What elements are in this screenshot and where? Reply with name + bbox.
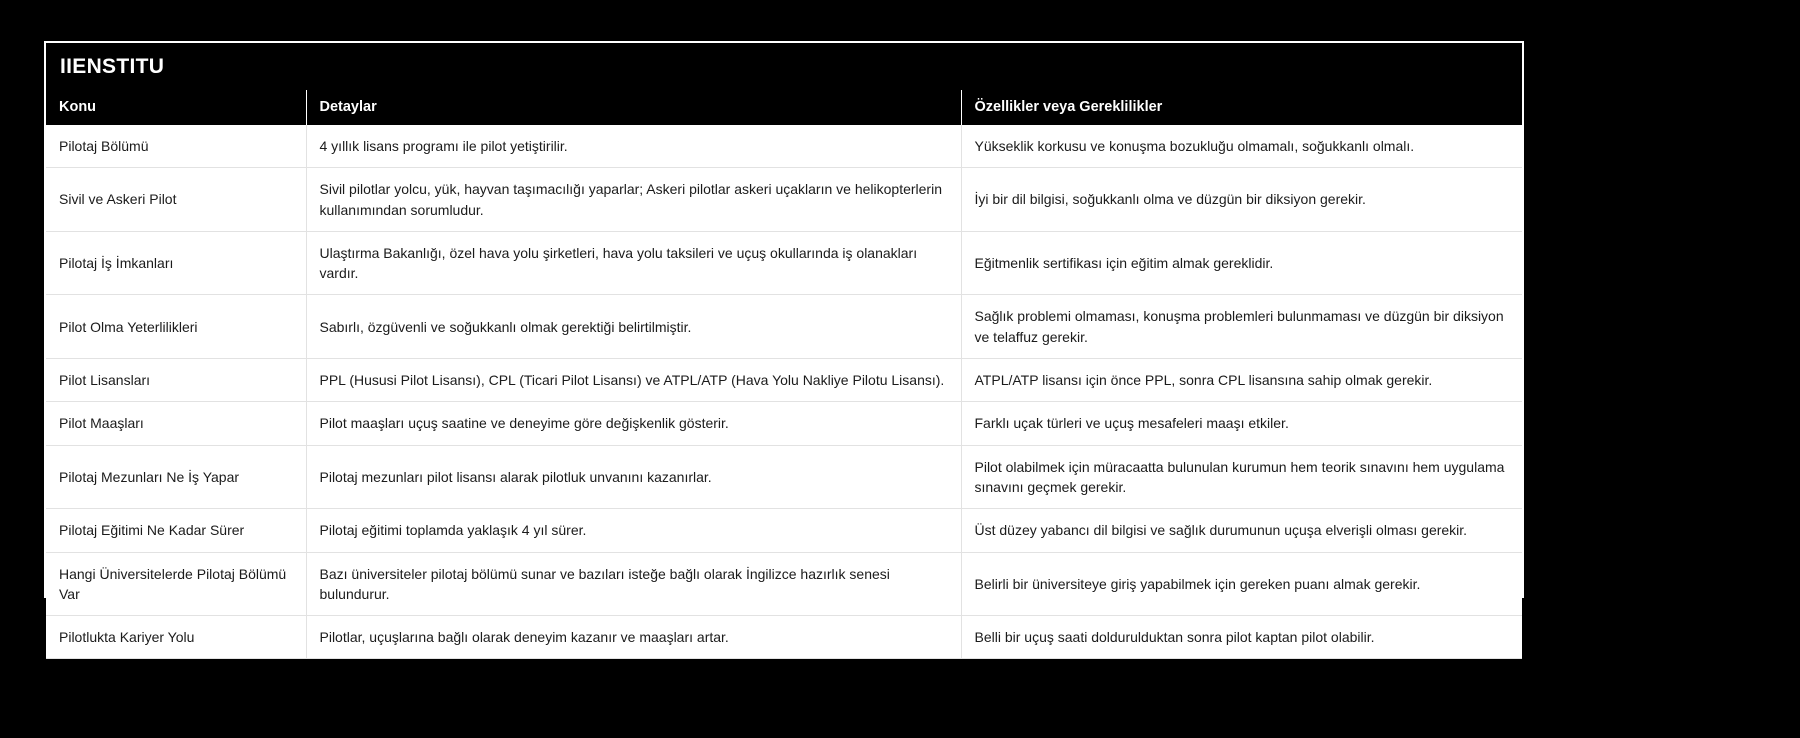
cell-ozellikler: Farklı uçak türleri ve uçuş mesafeleri maaşı etkiler. bbox=[961, 402, 1522, 445]
cell-detaylar: PPL (Hususi Pilot Lisansı), CPL (Ticari Pilot Lisansı) ve ATPL/ATP (Hava Yolu Nakliye Pilotu Lisansı). bbox=[306, 359, 961, 402]
info-table bbox=[46, 90, 1522, 659]
cell-konu: Pilot Lisansları bbox=[46, 359, 306, 402]
cell-detaylar: Pilotaj eğitimi toplamda yaklaşık 4 yıl sürer. bbox=[306, 509, 961, 552]
cell-ozellikler: ATPL/ATP lisansı için önce PPL, sonra CPL lisansına sahip olmak gerekir. bbox=[961, 359, 1522, 402]
cell-konu: Pilotaj Mezunları Ne İş Yapar bbox=[46, 445, 306, 509]
cell-detaylar: Pilotaj mezunları pilot lisansı alarak pilotluk unvanını kazanırlar. bbox=[306, 445, 961, 509]
cell-konu: Pilot Maaşları bbox=[46, 402, 306, 445]
cell-ozellikler: Eğitmenlik sertifikası için eğitim almak gereklidir. bbox=[961, 231, 1522, 295]
table-row bbox=[46, 402, 1522, 445]
cell-ozellikler: Üst düzey yabancı dil bilgisi ve sağlık durumunun uçuşa elverişli olması gerekir. bbox=[961, 509, 1522, 552]
cell-detaylar: Pilot maaşları uçuş saatine ve deneyime göre değişkenlik gösterir. bbox=[306, 402, 961, 445]
table-row bbox=[46, 125, 1522, 168]
table-row bbox=[46, 295, 1522, 359]
cell-ozellikler: Pilot olabilmek için müracaatta bulunulan kurumun hem teorik sınavını hem uygulama sınavını geçmek gerekir. bbox=[961, 445, 1522, 509]
table-row bbox=[46, 616, 1522, 659]
table-row bbox=[46, 445, 1522, 509]
table-row bbox=[46, 231, 1522, 295]
cell-detaylar: Ulaştırma Bakanlığı, özel hava yolu şirketleri, hava yolu taksileri ve uçuş okullarında iş olanakları vardır. bbox=[306, 231, 961, 295]
column-header-ozellikler: Özellikler veya Gereklilikler bbox=[961, 90, 1522, 125]
cell-konu: Sivil ve Askeri Pilot bbox=[46, 168, 306, 232]
table-row bbox=[46, 168, 1522, 232]
cell-ozellikler: Belli bir uçuş saati doldurulduktan sonra pilot kaptan pilot olabilir. bbox=[961, 616, 1522, 659]
brand-bar bbox=[46, 43, 1522, 90]
cell-konu: Pilotaj Bölümü bbox=[46, 125, 306, 168]
table-body bbox=[46, 125, 1522, 659]
table-frame bbox=[44, 41, 1524, 646]
cell-ozellikler: Sağlık problemi olmaması, konuşma problemleri bulunmaması ve düzgün bir diksiyon ve telaffuz gerekir. bbox=[961, 295, 1522, 359]
cell-konu: Hangi Üniversitelerde Pilotaj Bölümü Var bbox=[46, 552, 306, 616]
cell-detaylar: Sivil pilotlar yolcu, yük, hayvan taşımacılığı yaparlar; Askeri pilotlar askeri uçakların ve helikopterlerin kullanımından sorumludur. bbox=[306, 168, 961, 232]
cell-konu: Pilotlukta Kariyer Yolu bbox=[46, 616, 306, 659]
cell-konu: Pilotaj Eğitimi Ne Kadar Sürer bbox=[46, 509, 306, 552]
cell-konu: Pilotaj İş İmkanları bbox=[46, 231, 306, 295]
cell-ozellikler: İyi bir dil bilgisi, soğukkanlı olma ve düzgün bir diksiyon gerekir. bbox=[961, 168, 1522, 232]
column-header-konu: Konu bbox=[46, 90, 306, 125]
cell-ozellikler: Belirli bir üniversiteye giriş yapabilmek için gereken puanı almak gerekir. bbox=[961, 552, 1522, 616]
brand-title: IIENSTITU bbox=[60, 55, 165, 78]
cell-detaylar: Bazı üniversiteler pilotaj bölümü sunar ve bazıları isteğe bağlı olarak İngilizce hazırlık senesi bulundurur. bbox=[306, 552, 961, 616]
table-header bbox=[46, 90, 1522, 125]
cell-ozellikler: Yükseklik korkusu ve konuşma bozukluğu olmamalı, soğukkanlı olmalı. bbox=[961, 125, 1522, 168]
cell-detaylar: Sabırlı, özgüvenli ve soğukkanlı olmak gerektiği belirtilmiştir. bbox=[306, 295, 961, 359]
column-header-detaylar: Detaylar bbox=[306, 90, 961, 125]
cell-detaylar: 4 yıllık lisans programı ile pilot yetiştirilir. bbox=[306, 125, 961, 168]
table-row bbox=[46, 509, 1522, 552]
cell-konu: Pilot Olma Yeterlilikleri bbox=[46, 295, 306, 359]
table-header-row bbox=[46, 90, 1522, 125]
table-row bbox=[46, 359, 1522, 402]
cell-detaylar: Pilotlar, uçuşlarına bağlı olarak deneyim kazanır ve maaşları artar. bbox=[306, 616, 961, 659]
table-row bbox=[46, 552, 1522, 616]
